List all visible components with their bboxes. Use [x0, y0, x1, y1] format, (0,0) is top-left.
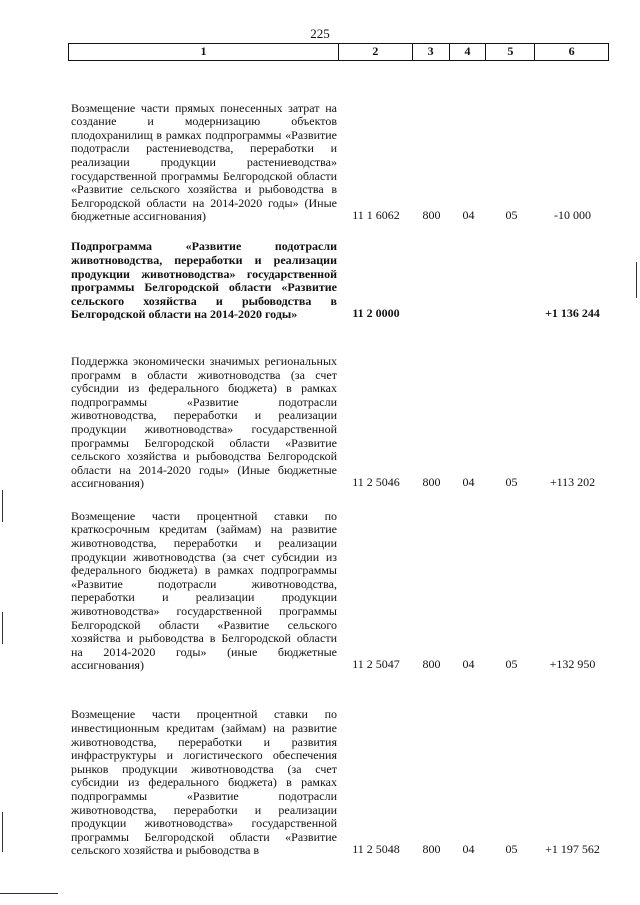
header-col-5: 5 [486, 44, 535, 60]
row-amount: +132 950 [549, 657, 596, 672]
row-col-3 [413, 321, 450, 322]
budget-table [68, 43, 609, 858]
row-code: 11 2 0000 [352, 306, 400, 321]
header-col-6: 6 [568, 44, 575, 59]
header-col-4: 4 [450, 44, 487, 60]
scan-edge-mark [2, 490, 3, 522]
scan-edge-mark [636, 262, 637, 298]
row-col-3: 800 [422, 657, 441, 672]
row-col-5 [487, 321, 536, 322]
row-col-3: 800 [422, 208, 441, 223]
header-col-1: 1 [69, 44, 339, 60]
table-header [68, 43, 609, 61]
table-row [68, 61, 609, 224]
table-row [68, 224, 609, 322]
header-col-2: 2 [339, 44, 413, 60]
scan-edge-mark [2, 612, 3, 644]
row-amount: -10 000 [554, 208, 591, 223]
scan-edge-mark [2, 812, 3, 852]
table-row [68, 491, 609, 673]
row-code: 11 2 5048 [352, 842, 400, 857]
row-description: Возмещение части процентной ставки по краткосрочным кредитам (займам) на развитие животноводства, переработки и реализации продукции животноводства (за счет субсидии из федерального бюджета) в рамках подпрограммы «Развитие подотрасли животноводства, переработки и реализации продукции животноводства» государственной программы Белгородской области «Развитие сельского хозяйства и рыбоводства в Белгородской области на 2014-2020 годы» (иные бюджетные ассигнования) [71, 508, 337, 673]
footer-rule [0, 893, 58, 894]
row-code: 11 2 5047 [352, 657, 400, 672]
row-amount: +1 197 562 [545, 842, 600, 857]
row-col-4: 04 [462, 475, 475, 490]
row-description: Возмещение части прямых понесенных затрат на создание и модернизацию объектов плодохранилищ в рамках подпрограммы «Развитие подотрасли растениеводства, переработки и реализации продукции растениеводства» государственной программы Белгородской области «Развитие сельского хозяйства и рыбоводства в Белгородской области на 2014-2020 годы» (Иные бюджетные ассигнования) [71, 100, 337, 224]
row-col-3: 800 [422, 475, 441, 490]
row-amount: +113 202 [549, 475, 596, 490]
row-col-4: 04 [462, 657, 475, 672]
row-col-5: 05 [505, 657, 518, 672]
row-col-5: 05 [505, 475, 518, 490]
row-code: 11 1 6062 [352, 208, 400, 223]
row-description: Возмещение части процентной ставки по инвестиционным кредитам (займам) на развитие животноводства, переработки и развития инфраструктуры и логистического обеспечения рынков продукции животноводства (за счет субсидии из федерального бюджета) в рамках подпрограммы «Развитие подотрасли животноводства, переработки и реализации продукции животноводства» государственной программы Белгородской области «Развитие сельского хозяйства и рыбоводства в [71, 707, 337, 858]
header-col-3: 3 [413, 44, 450, 60]
row-description: Подпрограмма «Развитие подотрасли животноводства, переработки и реализации продукции животноводства» государственной программы Белгородской области «Развитие сельского хозяйства и рыбоводства в Белгородской области на 2014-2020 годы» [71, 239, 337, 322]
table-row [68, 322, 609, 491]
page-number: 225 [310, 26, 330, 41]
row-col-4: 04 [462, 208, 475, 223]
row-code: 11 2 5046 [352, 475, 400, 490]
table-row [68, 673, 609, 858]
row-col-4: 04 [462, 842, 475, 857]
row-amount: +1 136 244 [545, 306, 600, 321]
row-col-4 [450, 321, 487, 322]
row-col-5: 05 [505, 208, 518, 223]
row-col-5: 05 [505, 842, 518, 857]
row-description: Поддержка экономически значимых региональных программ в области животноводства (за счет субсидии из федерального бюджета) в рамках подпрограммы «Развитие подотрасли животноводства, переработки и реализации продукции животноводства» государственной программы Белгородской области «Развитие сельского хозяйства и рыбоводства Белгородской области на 2014-2020 годы» (Иные бюджетные ассигнования) [71, 354, 337, 491]
row-col-3: 800 [422, 842, 441, 857]
